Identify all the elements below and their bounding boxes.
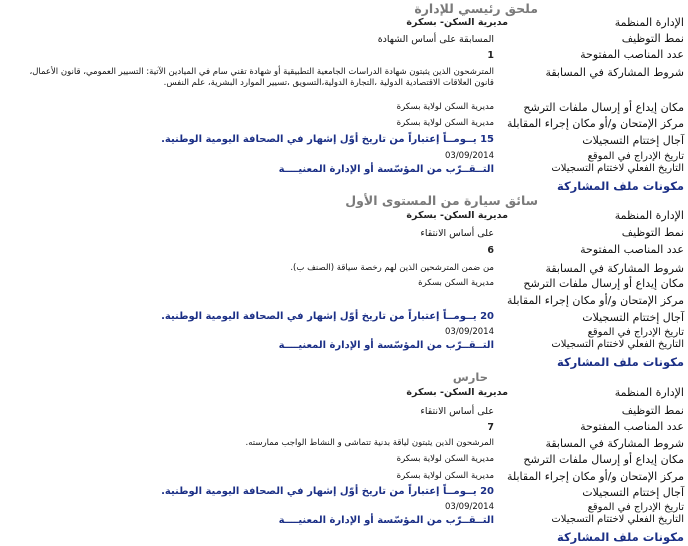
label-exam-center: مركز الإمتحان و/أو مكان إجراء المقابلة — [506, 470, 684, 483]
value-pub-date: 03/09/2014 — [445, 151, 494, 161]
value-posts: 1 — [487, 50, 494, 61]
row-close-date — [0, 513, 688, 527]
label-org: الإدارة المنظمة — [614, 16, 684, 29]
value-org: مديرية السكن- بسكرة — [406, 387, 508, 398]
label-pub-date: تاريخ الإدراج في الموقع — [587, 151, 684, 162]
section-footer: مكونات ملف المشاركة — [557, 179, 684, 193]
value-org: مديرية السكن- بسكرة — [406, 210, 508, 221]
row-close-date — [0, 162, 688, 176]
row-recruit — [0, 226, 688, 240]
label-close-date: التاريخ الفعلي لاختتام التسجيلات — [551, 339, 684, 350]
value-recruit: المسابقة على أساس الشهادة — [377, 34, 494, 45]
row-recruit — [0, 32, 688, 46]
section-title: حارس — [452, 370, 488, 384]
label-recruit: نمط التوظيف — [621, 226, 684, 239]
value-recruit: على أساس الانتقاء — [420, 406, 494, 417]
row-deposit — [0, 453, 688, 467]
label-close-date: التاريخ الفعلي لاختتام التسجيلات — [551, 514, 684, 525]
row-deposit — [0, 101, 688, 115]
row-org — [0, 386, 688, 400]
section-title: سائق سيارة من المستوى الأول — [345, 193, 538, 208]
label-posts: عدد المناصب المفتوحة — [580, 48, 684, 61]
label-recruit: نمط التوظيف — [621, 404, 684, 417]
label-conditions: شروط المشاركة في المسابقة — [545, 262, 684, 275]
value-deposit: مديرية السكن لولاية بسكرة — [396, 454, 494, 464]
label-deadline: آجال إختتام التسجيلات — [582, 486, 684, 499]
label-org: الإدارة المنظمة — [614, 386, 684, 399]
label-exam-center: مركز الإمتحان و/أو مكان إجراء المقابلة — [506, 294, 684, 307]
value-deposit: مديرية السكن بسكرة — [418, 278, 494, 288]
section-footer: مكونات ملف المشاركة — [557, 530, 684, 544]
row-deadline — [0, 134, 688, 148]
label-deposit: مكان إيداع أو إرسال ملفات الترشح — [523, 101, 684, 114]
row-org — [0, 209, 688, 223]
label-recruit: نمط التوظيف — [621, 32, 684, 45]
label-close-date: التاريخ الفعلي لاختتام التسجيلات — [551, 163, 684, 174]
row-org — [0, 16, 688, 30]
value-conditions: المترشحون الذين يثبتون شهادة الدراسات الجامعية التطبيقية أو شهادة تقني سام في الميادين الآتية: التسيير العمومي، قانون الأعمال، قانون العلاقات الاقتصادية الدولية ،التجارة الدولية،التسويق ،تسيير الموارد البشرية، علم النفس. — [29, 67, 494, 88]
label-pub-date: تاريخ الإدراج في الموقع — [587, 502, 684, 513]
label-pub-date: تاريخ الإدراج في الموقع — [587, 327, 684, 338]
row-conditions — [0, 262, 688, 276]
value-pub-date: 03/09/2014 — [445, 327, 494, 337]
row-exam-center — [0, 117, 688, 131]
value-conditions: من ضمن المترشحين الذين لهم رخصة سياقة (الصنف ب). — [290, 263, 494, 273]
value-org: مديرية السكن- بسكرة — [406, 17, 508, 28]
label-conditions: شروط المشاركة في المسابقة — [545, 66, 684, 79]
row-deadline — [0, 486, 688, 500]
value-conditions: المرشحون الذين يثبتون لياقة بدنية تتماشى و النشاط الواجب ممارسته. — [245, 438, 494, 448]
row-conditions — [0, 437, 688, 451]
value-deadline: 20 يــومــاً إعتباراً من تاريخ أوّل إشهار في الصحافة اليومية الوطنية. — [161, 311, 494, 322]
section-title: ملحق رئيسي للإدارة — [414, 1, 538, 16]
label-posts: عدد المناصب المفتوحة — [580, 420, 684, 433]
row-deposit — [0, 277, 688, 291]
value-pub-date: 03/09/2014 — [445, 502, 494, 512]
value-deadline: 15 يــومــاً إعتباراً من تاريخ أوّل إشهار في الصحافة اليومية الوطنية. — [161, 134, 494, 145]
value-deadline: 20 يــومــاً إعتباراً من تاريخ أوّل إشهار في الصحافة اليومية الوطنية. — [161, 486, 494, 497]
row-exam-center — [0, 294, 688, 308]
label-posts: عدد المناصب المفتوحة — [580, 243, 684, 256]
value-close-date: التــقــرّب من المؤسّسة أو الإدارة المعنيــــة — [278, 340, 494, 351]
section-footer: مكونات ملف المشاركة — [557, 355, 684, 369]
value-deposit: مديرية السكن لولاية بسكرة — [396, 102, 494, 112]
value-close-date: التــقــرّب من المؤسّسة أو الإدارة المعنيــــة — [278, 164, 494, 175]
row-close-date — [0, 338, 688, 352]
row-posts — [0, 243, 688, 257]
row-recruit — [0, 404, 688, 418]
label-org: الإدارة المنظمة — [614, 209, 684, 222]
label-deadline: آجال إختتام التسجيلات — [582, 311, 684, 324]
row-conditions — [0, 66, 688, 102]
value-close-date: التــقــرّب من المؤسّسة أو الإدارة المعنيــــة — [278, 515, 494, 526]
row-exam-center — [0, 470, 688, 484]
row-posts — [0, 48, 688, 62]
value-exam-center: مديرية السكن لولاية بسكرة — [396, 471, 494, 481]
label-exam-center: مركز الإمتحان و/أو مكان إجراء المقابلة — [506, 117, 684, 130]
value-posts: 7 — [487, 422, 494, 433]
value-exam-center: مديرية السكن لولاية بسكرة — [396, 118, 494, 128]
value-posts: 6 — [487, 245, 494, 256]
label-conditions: شروط المشاركة في المسابقة — [545, 437, 684, 450]
value-recruit: على أساس الانتقاء — [420, 228, 494, 239]
label-deposit: مكان إيداع أو إرسال ملفات الترشح — [523, 453, 684, 466]
label-deposit: مكان إيداع أو إرسال ملفات الترشح — [523, 277, 684, 290]
row-posts — [0, 420, 688, 434]
label-deadline: آجال إختتام التسجيلات — [582, 134, 684, 147]
row-deadline — [0, 311, 688, 325]
